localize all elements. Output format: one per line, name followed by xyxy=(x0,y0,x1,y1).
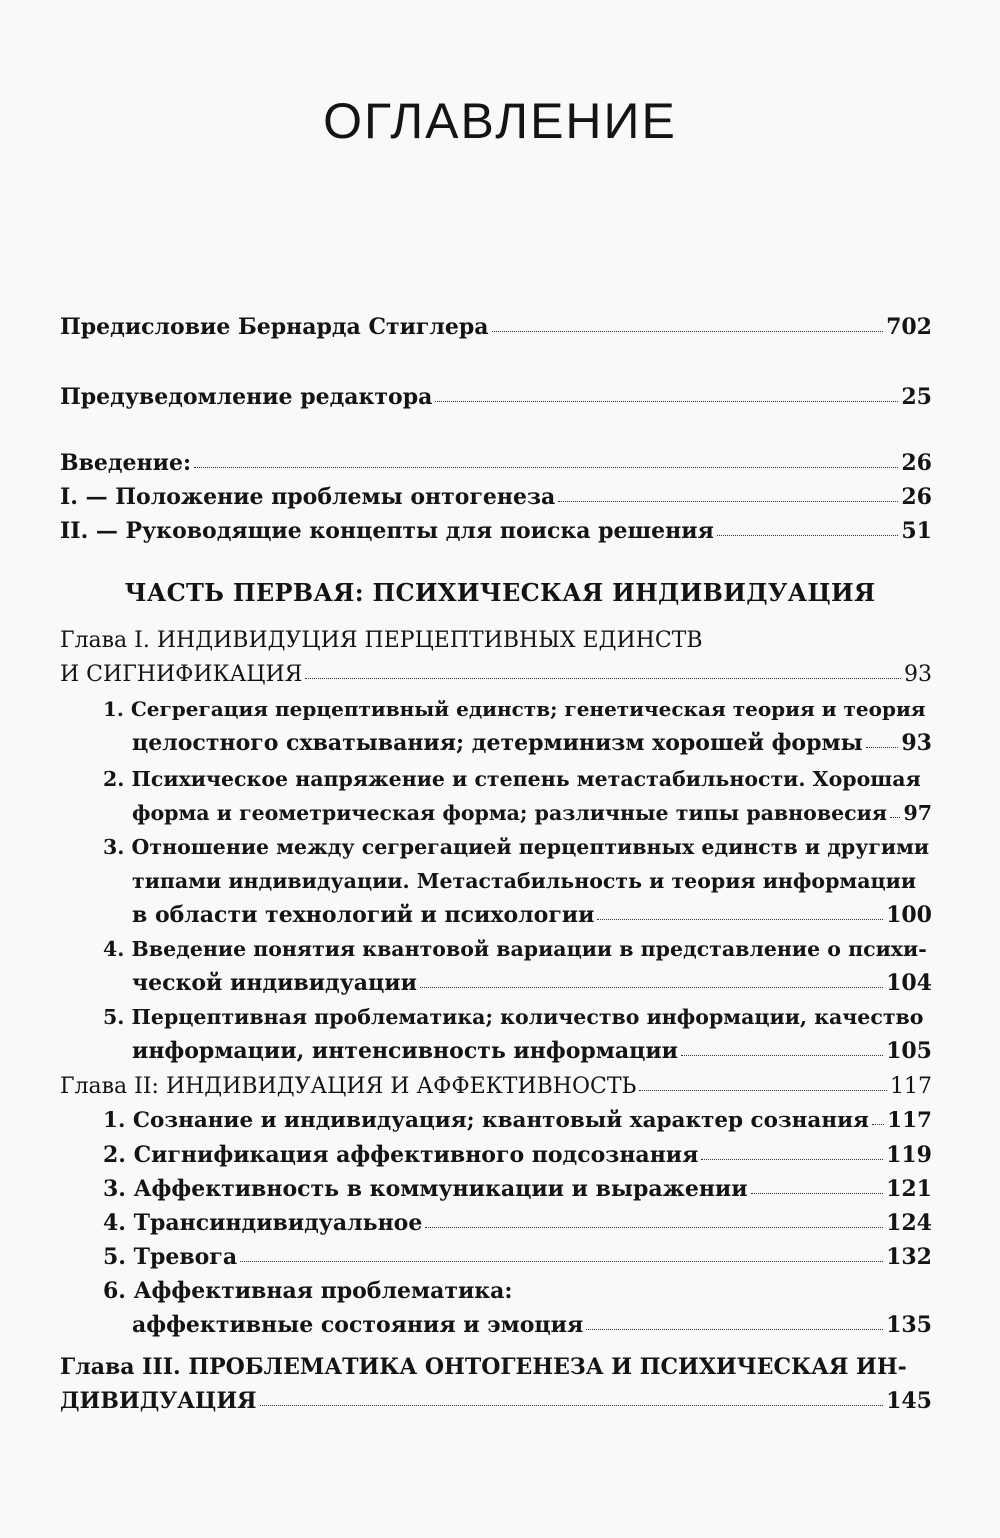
page-number: 100 xyxy=(886,902,932,928)
entry-title: II. — Руководящие концепты для поиска решения xyxy=(60,518,714,544)
page-number: 145 xyxy=(886,1388,932,1414)
entry-title: Предисловие Бернарда Стиглера xyxy=(60,314,489,340)
dot-leader xyxy=(586,1329,883,1330)
page-number: 702 xyxy=(886,314,932,340)
toc-entry-ch1-section-3[interactable] xyxy=(103,830,932,932)
toc-entry-ch1-section-1[interactable] xyxy=(103,692,932,760)
dot-leader xyxy=(435,401,898,402)
page-number: 119 xyxy=(886,1142,932,1168)
page-number: 104 xyxy=(886,970,932,996)
entry-title-line-2: ДИВИДУАЦИЯ xyxy=(60,1388,257,1414)
toc-entry-ch2-section-2[interactable] xyxy=(103,1138,932,1172)
page-number: 93 xyxy=(901,730,932,756)
toc-entry-ch2-section-1[interactable] xyxy=(103,1104,932,1138)
entry-title-line-2: аффективные состояния и эмоция xyxy=(132,1312,584,1338)
entry-title: 1. Сознание и индивидуация; квантовый характер сознания xyxy=(103,1108,869,1133)
toc-entry-editor[interactable] xyxy=(60,380,932,414)
page-number: 51 xyxy=(901,518,932,544)
dot-leader xyxy=(751,1193,883,1194)
dot-leader xyxy=(260,1405,884,1406)
entry-title: Предуведомление редактора xyxy=(60,384,433,410)
dot-leader xyxy=(194,467,898,468)
entry-title-line-2: информации, интенсивность информации xyxy=(132,1038,679,1064)
toc-entry-chapter-2[interactable] xyxy=(60,1070,932,1104)
page-number: 26 xyxy=(901,484,932,510)
dot-leader xyxy=(717,535,899,536)
entry-title: 3. Аффективность в коммуникации и выражении xyxy=(103,1176,748,1202)
entry-title-line-1: 5. Перцептивная проблематика; количество информации, качество xyxy=(103,1005,924,1029)
page-title: ОГЛАВЛЕНИЕ xyxy=(323,93,677,149)
dot-leader xyxy=(597,919,883,920)
entry-title: 4. Трансиндивидуальное xyxy=(103,1210,423,1236)
dot-leader xyxy=(866,747,899,748)
dot-leader xyxy=(492,331,884,332)
toc-entry-ch2-section-3[interactable] xyxy=(103,1172,932,1206)
entry-title-line-1: 4. Введение понятия квантовой вариации в представление о психи- xyxy=(103,937,927,961)
dot-leader xyxy=(240,1261,883,1262)
toc-entry-ch1-section-4[interactable] xyxy=(103,932,932,1000)
page-number: 121 xyxy=(886,1176,932,1202)
toc-entry-chapter-3[interactable] xyxy=(60,1350,932,1418)
page-number: 26 xyxy=(901,450,932,476)
toc-entry-ch2-section-4[interactable] xyxy=(103,1206,932,1240)
toc-entry-intro-2[interactable] xyxy=(60,514,932,548)
page-number: 135 xyxy=(886,1312,932,1338)
entry-title-line-1: Глава III. ПРОБЛЕМАТИКА ОНТОГЕНЕЗА И ПСИХИЧЕСКАЯ ИН- xyxy=(60,1354,907,1380)
dot-leader xyxy=(305,678,901,679)
toc-entry-ch2-section-5[interactable] xyxy=(103,1240,932,1274)
dot-leader xyxy=(701,1159,883,1160)
page-number: 124 xyxy=(886,1210,932,1236)
dot-leader xyxy=(425,1227,883,1228)
toc-entry-ch2-section-6[interactable] xyxy=(103,1274,932,1342)
page-number: 93 xyxy=(904,662,932,687)
toc-entry-chapter-1[interactable] xyxy=(60,624,932,692)
toc-entry-ch1-section-2[interactable] xyxy=(103,762,932,830)
entry-title-line-2: ческой индивидуации xyxy=(132,970,417,996)
entry-title-line-1: 2. Психическое напряжение и степень метастабильности. Хорошая xyxy=(103,767,921,791)
entry-title-line-1: 3. Отношение между сегрегацией перцептивных единств и другими xyxy=(103,835,930,859)
entry-title: I. — Положение проблемы онтогенеза xyxy=(60,484,556,510)
entry-title-line-1: Глава I. ИНДИВИДУЦИЯ ПЕРЦЕПТИВНЫХ ЕДИНСТВ xyxy=(60,628,703,653)
toc-entry-intro[interactable] xyxy=(60,446,932,480)
entry-title-line-1: 1. Сегрегация перцептивный единств; генетическая теория и теория xyxy=(103,697,926,721)
entry-title-line-3: в области технологий и психологии xyxy=(132,902,595,928)
entry-title: Глава II: ИНДИВИДУАЦИЯ И АФФЕКТИВНОСТЬ xyxy=(60,1074,637,1099)
entry-title-line-2: форма и геометрическая форма; различные типы равновесия xyxy=(132,801,887,825)
page-number: 117 xyxy=(887,1108,932,1133)
entry-title-line-2: И СИГНИФИКАЦИЯ xyxy=(60,662,303,687)
entry-title: 2. Сигнификация аффективного подсознания xyxy=(103,1142,699,1168)
page-number: 25 xyxy=(901,384,932,410)
part-heading: ЧАСТЬ ПЕРВАЯ: ПСИХИЧЕСКАЯ ИНДИВИДУАЦИЯ xyxy=(124,578,876,607)
page-number: 132 xyxy=(886,1244,932,1270)
dot-leader xyxy=(558,501,898,502)
toc-entry-intro-1[interactable] xyxy=(60,480,932,514)
page-number: 97 xyxy=(903,801,932,825)
toc-entry-ch1-section-5[interactable] xyxy=(103,1000,932,1068)
dot-leader xyxy=(681,1055,883,1056)
dot-leader xyxy=(639,1090,887,1091)
entry-title-line-1: 6. Аффективная проблематика: xyxy=(103,1278,513,1304)
entry-title-line-2: типами индивидуации. Метастабильность и теория информации xyxy=(132,869,917,893)
page-number: 105 xyxy=(886,1038,932,1064)
toc-entry-preface[interactable] xyxy=(60,310,932,344)
dot-leader xyxy=(890,817,900,818)
dot-leader xyxy=(872,1124,884,1125)
dot-leader xyxy=(420,987,883,988)
entry-title: 5. Тревога xyxy=(103,1244,238,1270)
entry-title-line-2: целостного схватывания; детерминизм хорошей формы xyxy=(132,730,863,756)
entry-title: Введение: xyxy=(60,450,192,476)
page-number: 117 xyxy=(890,1074,932,1099)
